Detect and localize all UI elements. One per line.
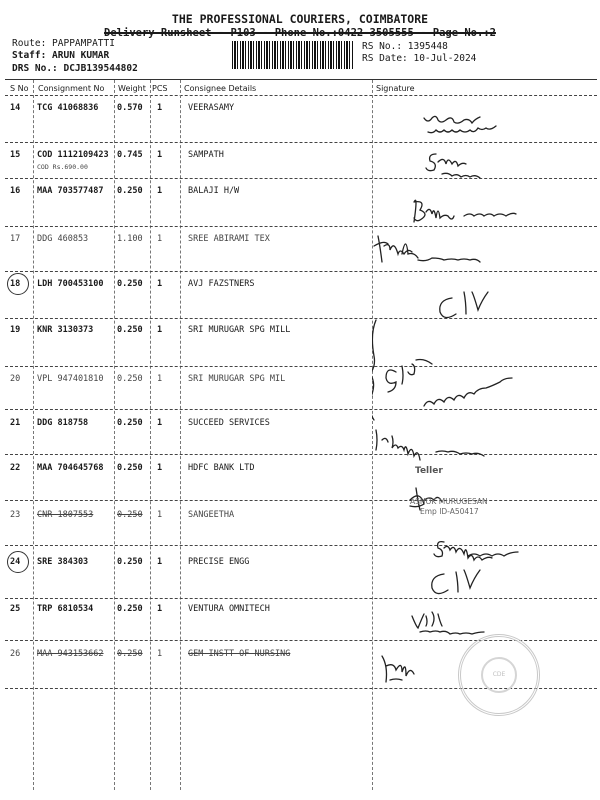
table-top-border — [5, 79, 597, 80]
row-consignee: SREE ABIRAMI TEX — [188, 234, 270, 244]
row-sno: 23 — [10, 510, 21, 520]
row-consignment: MAA 704645768 — [37, 463, 104, 473]
row-consignment: KNR 3130373 — [37, 325, 94, 335]
row-weight: 0.570 — [117, 103, 143, 113]
signature-row-23 — [434, 542, 518, 560]
row-pcs: 1 — [157, 150, 163, 160]
row-consignee: VEERASAMY — [188, 103, 235, 113]
row-weight: 1.100 — [117, 234, 143, 244]
col-divider — [180, 80, 181, 790]
row-consignee: BALAJI H/W — [188, 186, 240, 196]
row-consignment: VPL 947401810 — [37, 374, 104, 384]
row-pcs: 1 — [157, 325, 163, 335]
drs-label: DRS No.: DCJB139544802 — [12, 63, 138, 74]
signature-row-14 — [424, 116, 496, 132]
row-consignee: PRECISE ENGG — [188, 557, 250, 567]
barcode-image — [232, 41, 354, 69]
row-consignee: SRI MURUGAR SPG MILL — [188, 325, 291, 335]
row-consignee: SRI MURUGAR SPG MIL — [188, 374, 286, 384]
subtitle-text: Delivery Runsheet - P103 - Phone No.:0422-3505555 - Page No.:2 — [104, 27, 496, 39]
row-weight: 0.250 — [117, 325, 143, 335]
row-weight: 0.250 — [117, 374, 143, 384]
row-consignment: TRP 6810534 — [37, 604, 94, 614]
col-divider — [150, 80, 151, 790]
stamp-center: CDE — [481, 657, 517, 693]
row-sno: 26 — [10, 649, 21, 659]
row-weight: 0.250 — [117, 510, 143, 520]
row-sno: 14 — [10, 103, 21, 113]
row-sno: 20 — [10, 374, 21, 384]
col-header-sno: S No — [10, 84, 29, 93]
signature-row-18 — [440, 292, 488, 318]
col-header-consignee: Consignee Details — [184, 84, 257, 93]
row-consignee: GEM INSTT OF NURSING — [188, 649, 291, 659]
row-sno: 24 — [10, 557, 21, 567]
row-pcs: 1 — [157, 103, 163, 113]
row-consignment: COD 1112109423 — [37, 150, 109, 160]
row-weight: 0.250 — [117, 279, 143, 289]
row-consignee: VENTURA OMNITECH — [188, 604, 270, 614]
signature-row-26 — [382, 656, 414, 682]
row-consignment: TCG 41068836 — [37, 103, 99, 113]
row-sno: 18 — [10, 279, 21, 289]
col-divider — [114, 80, 115, 790]
row-sno: 19 — [10, 325, 21, 335]
col-header-signature: Signature — [376, 84, 415, 93]
route-label: Route: PAPPAMPATTI — [12, 38, 115, 49]
row-consignee: AVJ FAZSTNERS — [188, 279, 255, 289]
row-pcs: 1 — [157, 557, 163, 567]
signature-row-24 — [432, 570, 480, 594]
row-pcs: 1 — [157, 374, 163, 384]
row-consignee: SANGEETHA — [188, 510, 235, 520]
row-pcs: 1 — [157, 649, 163, 659]
signature-row-25 — [412, 612, 484, 634]
cod-amount-note: COD Rs.690.00 — [37, 163, 88, 171]
row-weight: 0.250 — [117, 186, 143, 196]
row-sno: 16 — [10, 186, 21, 196]
row-pcs: 1 — [157, 186, 163, 196]
col-header-weight: Weight — [118, 84, 146, 93]
row-consignee: SUCCEED SERVICES — [188, 418, 270, 428]
document-title: THE PROFESSIONAL COURIERS, COIMBATORE — [171, 12, 429, 26]
signature-row-19 — [386, 360, 512, 407]
signature-bracket — [372, 320, 376, 420]
row-consignment: LDH 700453100 — [37, 279, 104, 289]
rs-no-label: RS No.: 1395448 — [362, 41, 448, 52]
row-pcs: 1 — [157, 604, 163, 614]
teller-emp-id: Emp ID-A50417 — [420, 507, 479, 516]
row-weight: 0.250 — [117, 418, 143, 428]
office-stamp — [458, 634, 540, 716]
row-consignee: SAMPATH — [188, 150, 224, 160]
signature-row-16 — [414, 200, 516, 222]
row-sno: 22 — [10, 463, 21, 473]
col-header-consignment: Consignment No — [38, 84, 105, 93]
signatures-drawing — [372, 96, 600, 696]
row-pcs: 1 — [157, 463, 163, 473]
row-sno: 21 — [10, 418, 21, 428]
row-weight: 0.250 — [117, 557, 143, 567]
row-weight: 0.250 — [117, 463, 143, 473]
row-consignee: HDFC BANK LTD — [188, 463, 255, 473]
row-weight: 0.250 — [117, 649, 143, 659]
col-header-pcs: PCS — [152, 84, 168, 93]
row-weight: 0.250 — [117, 604, 143, 614]
staff-label: Staff: ARUN KUMAR — [12, 50, 110, 61]
row-pcs: 1 — [157, 510, 163, 520]
teller-label: Teller — [415, 466, 443, 476]
col-divider — [33, 80, 34, 790]
row-weight: 0.745 — [117, 150, 143, 160]
row-consignment: MAA 943153662 — [37, 649, 104, 659]
row-pcs: 1 — [157, 234, 163, 244]
row-sno: 25 — [10, 604, 21, 614]
row-consignment: DDG 460853 — [37, 234, 89, 244]
signature-row-17 — [374, 236, 480, 262]
rs-date-label: RS Date: 10-Jul-2024 — [362, 53, 477, 64]
row-sno: 17 — [10, 234, 21, 244]
row-consignment: MAA 703577487 — [37, 186, 104, 196]
row-pcs: 1 — [157, 279, 163, 289]
row-consignment: CNR 1807553 — [37, 510, 94, 520]
signature-row-21 — [376, 430, 484, 460]
row-consignment: SRE 384303 — [37, 557, 89, 567]
signature-row-15 — [426, 154, 480, 178]
row-consignment: DDG 818758 — [37, 418, 89, 428]
row-pcs: 1 — [157, 418, 163, 428]
row-sno: 15 — [10, 150, 21, 160]
teller-name: ASHOK MURUGESAN — [410, 497, 488, 506]
